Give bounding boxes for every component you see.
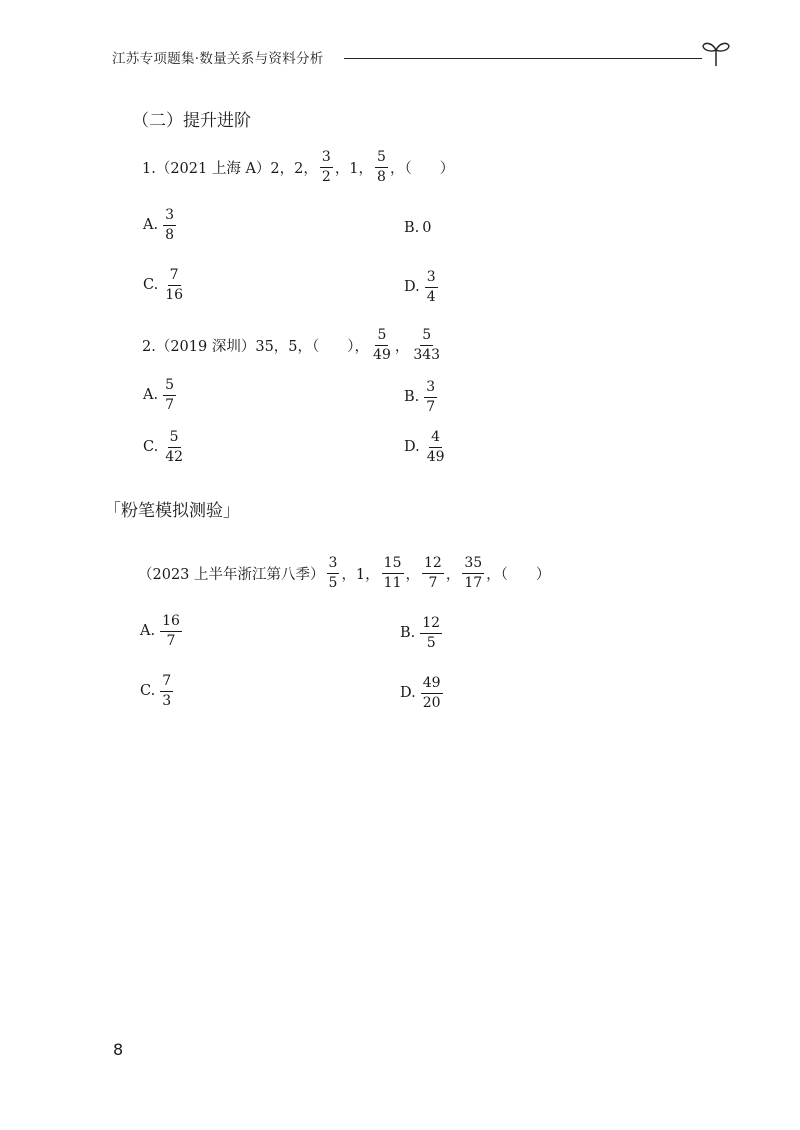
option-letter: A. [140, 623, 156, 640]
denominator: 5 [328, 574, 338, 591]
fraction [425, 270, 438, 304]
q2-option-a[interactable] [143, 378, 178, 412]
sprout-icon [700, 38, 732, 68]
option-letter: C. [143, 439, 159, 456]
numerator: 5 [420, 328, 433, 346]
denominator: 4 [426, 288, 436, 305]
numerator: 5 [168, 430, 181, 448]
question-1-prefix: 1.（2021 上海 A）2，2， [142, 160, 318, 177]
header-rule [344, 58, 702, 59]
q1-option-b[interactable] [404, 220, 432, 236]
numerator: 3 [320, 150, 333, 168]
question-2-prefix: 2.（2019 深圳）35，5，（ [142, 338, 320, 355]
separator: ， [394, 338, 410, 355]
fraction [163, 268, 185, 302]
numerator: 5 [375, 328, 388, 346]
paren-close: ） [535, 566, 551, 583]
denominator: 7 [428, 574, 438, 591]
fraction [375, 150, 388, 184]
fraction [371, 328, 393, 362]
paren-open: ，（ [486, 566, 508, 583]
fraction [382, 556, 404, 590]
numerator: 3 [163, 208, 176, 226]
numerator: 7 [168, 268, 181, 286]
numerator: 12 [420, 616, 442, 634]
numerator: 7 [160, 674, 173, 692]
option-letter: C. [143, 277, 159, 294]
numerator: 15 [382, 556, 404, 574]
numerator: 4 [429, 430, 442, 448]
numerator: 35 [462, 556, 484, 574]
numerator: 49 [421, 676, 443, 694]
option-letter: A. [143, 217, 159, 234]
question-2-mid: ）， [347, 338, 370, 355]
option-letter: D. [404, 439, 420, 456]
q1-option-d[interactable] [404, 270, 440, 304]
option-letter: B. [404, 220, 420, 236]
denominator: 5 [426, 634, 436, 651]
q1-option-c[interactable] [143, 268, 187, 302]
separator: ， [445, 566, 461, 583]
q3-option-d[interactable] [400, 676, 445, 710]
option-letter: D. [400, 685, 416, 702]
question-3 [138, 556, 550, 590]
fraction [421, 676, 443, 710]
denominator: 49 [426, 448, 445, 465]
numerator: 3 [327, 556, 340, 574]
denominator: 11 [383, 574, 402, 591]
numerator: 3 [425, 270, 438, 288]
separator: ， [405, 566, 420, 583]
denominator: 7 [166, 632, 176, 649]
option-letter: B. [404, 389, 420, 406]
denominator: 8 [377, 168, 386, 185]
header-title: 江苏专项题集·数量关系与资料分析 [112, 51, 324, 67]
denominator: 343 [413, 346, 441, 363]
paren-open: ，（ [389, 160, 412, 177]
denominator: 16 [165, 286, 184, 303]
fraction [163, 208, 176, 242]
option-letter: C. [140, 683, 156, 700]
denominator: 42 [165, 448, 184, 465]
fraction [163, 430, 185, 464]
denominator: 7 [165, 396, 175, 413]
q2-option-c[interactable] [143, 430, 187, 464]
page-number: 8 [113, 1040, 124, 1059]
numerator: 5 [163, 378, 176, 396]
fraction [160, 674, 173, 708]
numerator: 12 [422, 556, 444, 574]
denominator: 8 [165, 226, 175, 243]
q3-option-b[interactable] [400, 616, 444, 650]
q3-option-a[interactable] [140, 614, 184, 648]
denominator: 17 [464, 574, 483, 591]
option-letter: B. [400, 625, 416, 642]
question-3-mid: ，1， [341, 566, 380, 583]
section-title-mock-test: 「粉笔模拟测验」 [104, 501, 240, 521]
q1-option-a[interactable] [143, 208, 178, 242]
paren-close: ） [439, 160, 455, 177]
numerator: 5 [375, 150, 388, 168]
option-value: 0 [422, 220, 432, 236]
option-letter: A. [143, 387, 159, 404]
question-3-prefix: （2023 上半年浙江第八季） [138, 566, 325, 583]
fraction [411, 328, 442, 362]
option-letter: D. [404, 279, 420, 296]
numerator: 16 [160, 614, 182, 632]
running-header [112, 38, 720, 68]
fraction [425, 430, 447, 464]
fraction [424, 380, 437, 414]
fraction [462, 556, 484, 590]
fraction [420, 616, 442, 650]
q3-option-c[interactable] [140, 674, 175, 708]
q2-option-b[interactable] [404, 380, 439, 414]
denominator: 20 [422, 694, 441, 711]
denominator: 3 [162, 692, 172, 709]
fraction [327, 556, 340, 590]
numerator: 3 [424, 380, 437, 398]
denominator: 49 [373, 346, 391, 363]
section-title-advanced: （二）提升进阶 [132, 111, 251, 131]
q2-option-d[interactable] [404, 430, 449, 464]
fraction [320, 150, 333, 184]
fraction [422, 556, 444, 590]
denominator: 7 [426, 398, 436, 415]
fraction [160, 614, 182, 648]
fraction [163, 378, 176, 412]
question-1-mid: ，1， [334, 160, 374, 177]
denominator: 2 [321, 168, 331, 185]
question-1 [142, 150, 454, 184]
question-2 [142, 328, 444, 362]
